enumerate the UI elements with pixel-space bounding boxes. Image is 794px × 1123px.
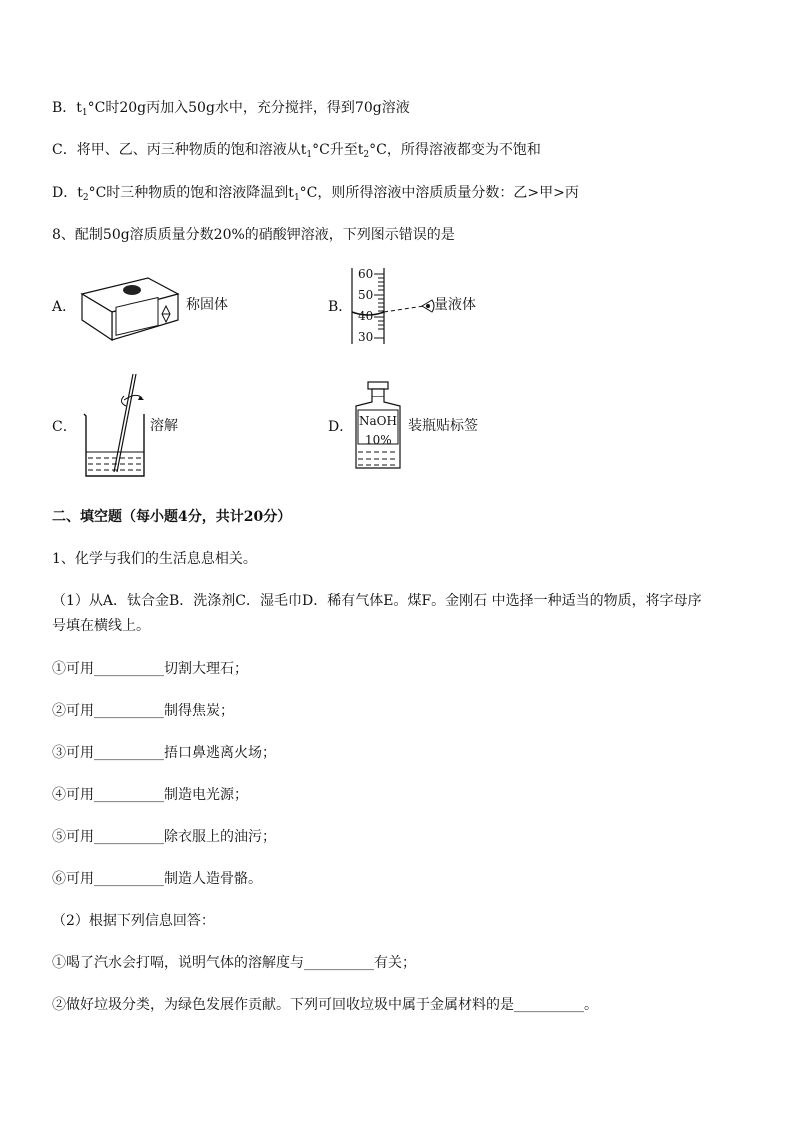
- q7-d-text-2: °C时三种物质的饱和溶液降温到t: [88, 185, 294, 201]
- beaker-stirring: [76, 370, 156, 482]
- q7-d-sub-1: 2: [82, 193, 89, 203]
- blank-item-6: ⑥可用__________制造人造骨骼。: [52, 871, 262, 887]
- q8-option-d-caption: 装瓶贴标签: [408, 418, 478, 434]
- q7-b-text-2: °C时20g丙加入50g水中，充分搅拌，得到70g溶液: [87, 100, 410, 116]
- q7-d-text-3: °C，则所得溶液中溶质质量分数：乙>甲>丙: [299, 185, 579, 201]
- blank-item-4: ④可用__________制造电光源；: [52, 787, 248, 803]
- q8-option-a-caption: 称固体: [186, 297, 228, 313]
- q8-option-b-caption: 量液体: [434, 297, 476, 313]
- q8-option-c-label: C．: [52, 419, 77, 435]
- q7-c-sub-1: 1: [306, 150, 313, 160]
- section-heading: 二、填空题（每小题4分，共计20分）: [52, 509, 292, 525]
- question-1-stem: 1、化学与我们的生活息息相关。: [52, 551, 257, 567]
- part-1-line-2: 号填在横线上。: [52, 618, 150, 634]
- blank-item-1: ①可用__________切割大理石；: [52, 661, 248, 677]
- part-2-heading: （2）根据下列信息回答：: [52, 913, 215, 929]
- q7-b-text-1: B．t: [52, 100, 82, 116]
- q8-option-d-label: D．: [328, 419, 354, 435]
- q7-d-sub-2: 1: [293, 193, 300, 203]
- part-2-item-2: ②做好垃圾分类，为绿色发展作贡献。下列可回收垃圾中属于金属材料的是__________。: [52, 997, 598, 1013]
- balance-illustration: [78, 274, 188, 346]
- blank-item-2: ②可用__________制得焦炭；: [52, 703, 234, 719]
- tick-label-50: 50: [358, 288, 374, 302]
- q8-option-a-label: A．: [52, 299, 77, 315]
- part-2-item-1: ①喝了汽水会打嗝，说明气体的溶解度与__________有关；: [52, 955, 416, 971]
- part-1-line-1: （1）从A．钛合金B．洗涤剂C．湿毛巾D．稀有气体E。煤F。金刚石 中选择一种适当的物质，将字母序: [52, 593, 702, 609]
- q8-stem: 8、配制50g溶质质量分数20%的硝酸钾溶液，下列图示错误的是: [52, 227, 455, 243]
- q7-option-b: [52, 98, 410, 120]
- blank-item-3: ③可用__________捂口鼻逃离火场；: [52, 745, 276, 761]
- q8-option-b-label: B．: [328, 299, 353, 315]
- q7-c-text-1: C．将甲、乙、丙三种物质的饱和溶液从t: [52, 142, 307, 158]
- tick-label-30: 30: [358, 330, 374, 344]
- blank-item-5: ⑤可用__________除衣服上的油污；: [52, 829, 276, 845]
- q7-option-c: [52, 140, 541, 162]
- bottle-label-formula: NaOH: [359, 414, 397, 428]
- tick-label-60: 60: [358, 267, 374, 281]
- bottle-label-concentration: 10%: [365, 433, 392, 447]
- q7-d-text-1: D．t: [52, 185, 83, 201]
- q7-c-sub-2: 2: [363, 150, 370, 160]
- q7-c-text-3: °C，所得溶液都变为不饱和: [369, 142, 541, 158]
- q7-b-sub: 1: [81, 108, 88, 118]
- q7-option-d: [52, 183, 579, 205]
- q8-option-c-caption: 溶解: [150, 418, 178, 434]
- tick-label-40: 40: [358, 309, 374, 323]
- q7-c-text-2: °C升至t: [312, 142, 364, 158]
